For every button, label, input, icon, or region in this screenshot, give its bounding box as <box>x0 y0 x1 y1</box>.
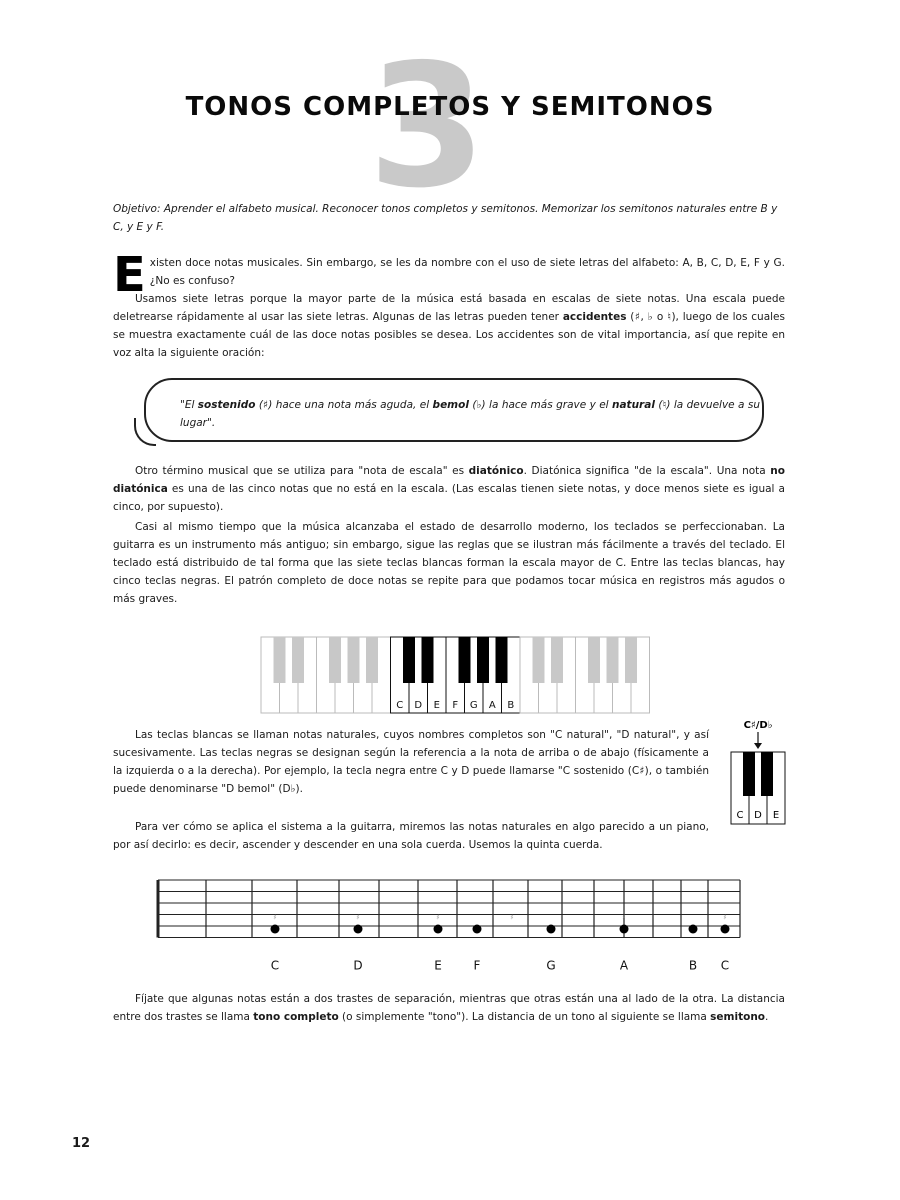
sharp-marker: ♯ <box>436 913 440 922</box>
note-dot <box>473 925 482 934</box>
term-sostenido: sostenido <box>197 399 256 411</box>
intro-text: xisten doce notas musicales. Sin embargo, se les da nombre con el uso de siete letras del alfabeto: A, B, C, D, E, F y G. ¿No es confuso? <box>149 257 785 287</box>
black-key <box>761 752 773 796</box>
paragraph-natural-notes: Las teclas blancas se llaman notas naturales, cuyos nombres completos son "C natural", "D natural", y así sucesivamente. Las teclas negras se designan según la referencia a la nota de arriba o de abajo (físicamente a la izquierda o a la derecha). Por ejemplo, la tecla negra entre C y D puede llamarse "C sostenido (C♯), o también puede denominarse "D bemol" (D♭). <box>113 729 709 795</box>
black-key <box>403 637 415 683</box>
black-key <box>366 637 378 683</box>
text-span: Usamos siete letras porque la mayor parte de la música está basada en escalas de siete notas. Una escala puede deletrearse rápidamente al usar las siete letras. Algunas de las letras pueden tener <box>113 293 785 323</box>
sharp-flat-label: C♯/D♭ <box>743 720 773 731</box>
paragraph-guitar: Para ver cómo se aplica el sistema a la guitarra, miremos las notas naturales en algo parecido a un piano, por así decirlo: es decir, ascender y descender en una sola cuerda. Usemos la quinta cuerda. <box>113 821 709 851</box>
note-label: C <box>270 958 280 973</box>
black-key <box>743 752 755 796</box>
note-label: F <box>473 958 481 973</box>
note-label: C <box>720 958 730 973</box>
note-dot <box>721 925 730 934</box>
term-no-diatonica: no diatónica <box>113 465 785 495</box>
text-span: Otro término musical que se utiliza para "nota de escala" es <box>135 465 469 477</box>
intro-paragraph <box>113 247 785 303</box>
term-natural: natural <box>612 399 655 411</box>
text-span: (♮) la devuelve a su lugar". <box>180 399 761 429</box>
text-span: es una de las cinco notas que no está en la escala. (Las escalas tienen siete notas, y doce menos siete es igual a cinco, por supuesto). <box>113 483 785 513</box>
chapter-title: TONOS COMPLETOS Y SEMITONOS <box>185 92 715 122</box>
objective-text: Objetivo: Aprender el alfabeto musical. Reconocer tonos completos y semitonos. Memorizar los semitonos naturales entre B y C, y E y F. <box>113 203 778 233</box>
black-key <box>274 637 286 683</box>
term-accidentes: accidentes <box>562 311 627 323</box>
text-span: (♯) hace una nota más aguda, el <box>255 399 433 411</box>
black-key <box>533 637 545 683</box>
black-key <box>292 637 304 683</box>
text-span: . Diatónica significa "de la escala". Una nota <box>523 465 771 477</box>
term-tono-completo: tono completo <box>253 1011 339 1023</box>
black-key <box>588 637 600 683</box>
sharp-marker: ♯ <box>622 913 626 922</box>
page-number: 12 <box>72 1136 91 1151</box>
black-key <box>422 637 434 683</box>
term-bemol: bemol <box>432 399 469 411</box>
black-key <box>607 637 619 683</box>
text-span: (♭) la hace más grave y el <box>468 399 612 411</box>
key-label: D <box>754 810 762 821</box>
sharp-marker: ♯ <box>356 913 360 922</box>
chapter-number: 3 <box>368 28 487 226</box>
key-label: F <box>452 700 459 711</box>
note-label: A <box>619 958 629 973</box>
paragraph-diatonic <box>113 462 785 516</box>
text-span: (o simplemente "tono"). La distancia de un tono al siguiente se llama <box>338 1011 711 1023</box>
key-label: D <box>414 700 423 711</box>
note-label: G <box>546 958 556 973</box>
key-label: B <box>507 700 515 711</box>
sharp-marker: ♯ <box>273 913 277 922</box>
paragraph-tones <box>113 990 785 1026</box>
paragraph-keyboard: Casi al mismo tiempo que la música alcanzaba el estado de desarrollo moderno, los teclados se perfeccionaban. La guitarra es un instrumento más antiguo; sin embargo, sigue las reglas que se ilustran más fácilmente a través del teclado. El teclado está distribuido de tal forma que las siete teclas blancas forman la escala mayor de C. Entre las teclas blancas, hay cinco teclas negras. El patrón completo de doce notas se repite para que podamos tocar música en registros más agudos o más graves. <box>113 521 785 605</box>
black-key <box>496 637 508 683</box>
note-dot <box>354 925 363 934</box>
sharp-marker: ♯ <box>510 913 514 922</box>
black-key <box>459 637 471 683</box>
note-label: D <box>353 958 363 973</box>
keyboard-diagram <box>260 636 652 716</box>
note-dot <box>271 925 280 934</box>
quote-text <box>180 396 760 432</box>
key-label: E <box>433 700 440 711</box>
key-label: G <box>469 700 478 711</box>
drop-cap: E <box>113 247 146 303</box>
sharp-marker: ♯ <box>723 913 727 922</box>
note-dot <box>547 925 556 934</box>
note-dot <box>434 925 443 934</box>
black-key <box>329 637 341 683</box>
note-label: B <box>688 958 698 973</box>
text-span: "El <box>180 399 198 411</box>
term-semitono: semitono <box>710 1011 766 1023</box>
black-key <box>477 637 489 683</box>
text-span: (♯, ♭ o ♮), luego de los cuales se muestra exactamente cuál de las doce notas posibles se desea. Los accidentes son de vital importancia, así que repite en voz alta la siguiente oración: <box>113 311 785 359</box>
text-span: Fíjate que algunas notas están a dos trastes de separación, mientras que otras están una al lado de la otra. La distancia entre dos trastes se llama <box>113 993 785 1023</box>
key-label: E <box>772 810 780 821</box>
key-label: C <box>396 700 404 711</box>
key-label: C <box>736 810 744 821</box>
text-span: . <box>765 1011 769 1023</box>
paragraph-accidentals <box>113 290 785 362</box>
black-key <box>348 637 360 683</box>
small-keyboard-diagram <box>728 716 788 828</box>
note-label: E <box>434 958 442 973</box>
black-key <box>625 637 637 683</box>
fretboard-diagram <box>150 874 750 974</box>
black-key <box>551 637 563 683</box>
note-dot <box>620 925 629 934</box>
term-diatonico: diatónico <box>468 465 524 477</box>
key-label: A <box>488 700 496 711</box>
note-dot <box>689 925 698 934</box>
